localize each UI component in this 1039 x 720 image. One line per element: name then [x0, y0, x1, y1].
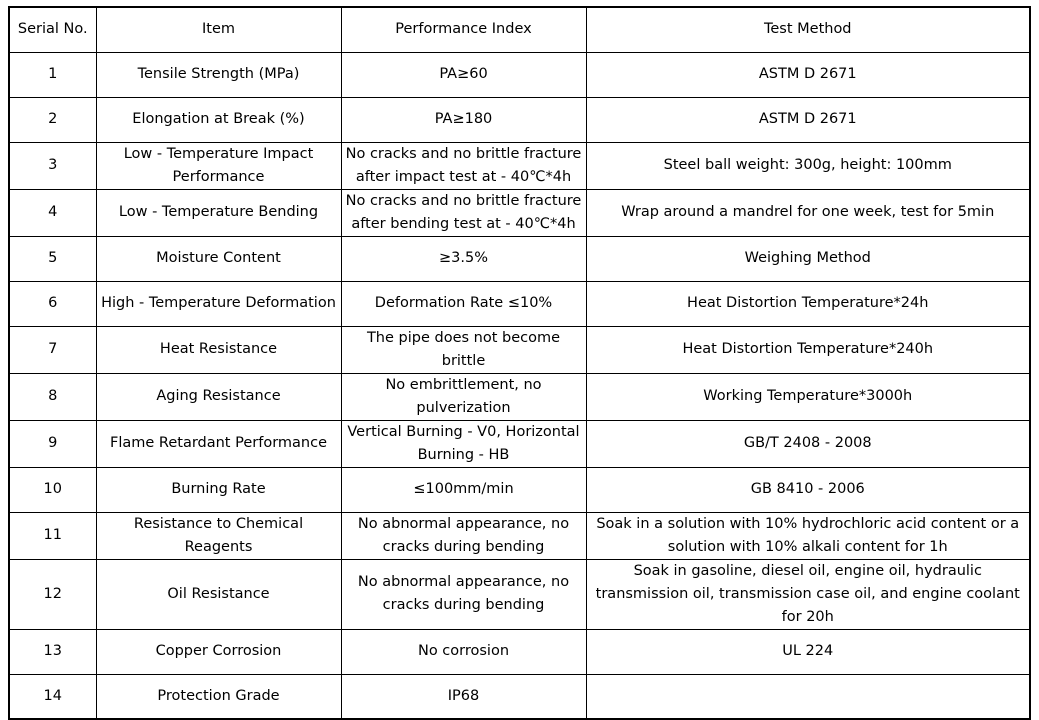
cell-item: Low - Temperature Bending [96, 189, 341, 236]
cell-item: High - Temperature Deformation [96, 281, 341, 326]
table-row [9, 629, 1030, 674]
cell-performance-index: Deformation Rate ≤10% [341, 281, 586, 326]
table-row [9, 142, 1030, 189]
cell-item: Burning Rate [96, 467, 341, 512]
cell-serial-no: 2 [9, 97, 96, 142]
cell-item: Tensile Strength (MPa) [96, 52, 341, 97]
cell-test-method: Weighing Method [586, 236, 1030, 281]
cell-test-method: Wrap around a mandrel for one week, test for 5min [586, 189, 1030, 236]
cell-performance-index: No abnormal appearance, no cracks during bending [341, 559, 586, 629]
cell-test-method: ASTM D 2671 [586, 52, 1030, 97]
cell-serial-no: 14 [9, 674, 96, 719]
table-row [9, 52, 1030, 97]
cell-test-method: Heat Distortion Temperature*240h [586, 326, 1030, 373]
cell-performance-index: No embrittlement, no pulverization [341, 373, 586, 420]
performance-spec-table [8, 6, 1031, 720]
cell-performance-index: No abnormal appearance, no cracks during bending [341, 512, 586, 559]
cell-performance-index: No cracks and no brittle fracture after bending test at - 40℃*4h [341, 189, 586, 236]
cell-performance-index: ≤100mm/min [341, 467, 586, 512]
table-row [9, 326, 1030, 373]
cell-serial-no: 8 [9, 373, 96, 420]
header-performance-index: Performance Index [341, 7, 586, 52]
cell-test-method: UL 224 [586, 629, 1030, 674]
cell-item: Flame Retardant Performance [96, 420, 341, 467]
cell-performance-index: ≥3.5% [341, 236, 586, 281]
table-row [9, 559, 1030, 629]
cell-performance-index: PA≥60 [341, 52, 586, 97]
cell-serial-no: 4 [9, 189, 96, 236]
cell-test-method: Working Temperature*3000h [586, 373, 1030, 420]
header-serial-no: Serial No. [9, 7, 96, 52]
cell-serial-no: 1 [9, 52, 96, 97]
cell-item: Oil Resistance [96, 559, 341, 629]
cell-item: Aging Resistance [96, 373, 341, 420]
cell-serial-no: 9 [9, 420, 96, 467]
cell-test-method: Steel ball weight: 300g, height: 100mm [586, 142, 1030, 189]
table-row [9, 189, 1030, 236]
cell-item: Protection Grade [96, 674, 341, 719]
table-row [9, 512, 1030, 559]
cell-performance-index: No corrosion [341, 629, 586, 674]
cell-item: Heat Resistance [96, 326, 341, 373]
header-test-method: Test Method [586, 7, 1030, 52]
table-row [9, 281, 1030, 326]
cell-item: Moisture Content [96, 236, 341, 281]
cell-test-method: Heat Distortion Temperature*24h [586, 281, 1030, 326]
table-row [9, 97, 1030, 142]
cell-test-method: Soak in gasoline, diesel oil, engine oil, hydraulic transmission oil, transmission case oil, and engine coolant for 20h [586, 559, 1030, 629]
cell-test-method [586, 674, 1030, 719]
table-header-row [9, 7, 1030, 52]
cell-test-method: GB/T 2408 - 2008 [586, 420, 1030, 467]
cell-serial-no: 3 [9, 142, 96, 189]
header-item: Item [96, 7, 341, 52]
table-row [9, 674, 1030, 719]
cell-serial-no: 7 [9, 326, 96, 373]
cell-item: Resistance to Chemical Reagents [96, 512, 341, 559]
cell-test-method: ASTM D 2671 [586, 97, 1030, 142]
cell-performance-index: PA≥180 [341, 97, 586, 142]
cell-item: Copper Corrosion [96, 629, 341, 674]
cell-item: Elongation at Break (%) [96, 97, 341, 142]
cell-test-method: GB 8410 - 2006 [586, 467, 1030, 512]
cell-serial-no: 13 [9, 629, 96, 674]
cell-test-method: Soak in a solution with 10% hydrochloric acid content or a solution with 10% alkali content for 1h [586, 512, 1030, 559]
table-row [9, 236, 1030, 281]
cell-performance-index: IP68 [341, 674, 586, 719]
cell-serial-no: 11 [9, 512, 96, 559]
table-row [9, 420, 1030, 467]
table-row [9, 373, 1030, 420]
cell-serial-no: 6 [9, 281, 96, 326]
cell-serial-no: 5 [9, 236, 96, 281]
cell-performance-index: No cracks and no brittle fracture after impact test at - 40℃*4h [341, 142, 586, 189]
cell-serial-no: 10 [9, 467, 96, 512]
cell-serial-no: 12 [9, 559, 96, 629]
cell-performance-index: The pipe does not become brittle [341, 326, 586, 373]
cell-performance-index: Vertical Burning - V0, Horizontal Burning - HB [341, 420, 586, 467]
table-row [9, 467, 1030, 512]
cell-item: Low - Temperature Impact Performance [96, 142, 341, 189]
